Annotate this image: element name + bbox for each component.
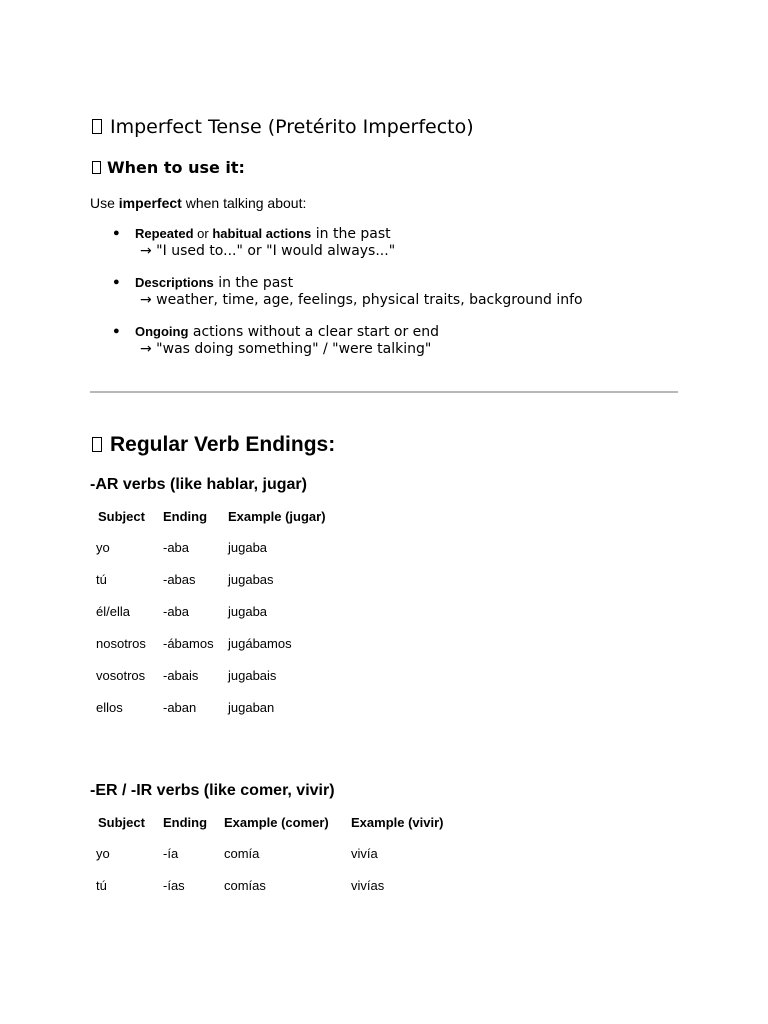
table-cell: jugaba (228, 540, 268, 555)
table-cell: -aban (163, 700, 197, 715)
table-row (90, 596, 340, 628)
bullet-icon: ● (113, 276, 120, 288)
column-header: Example (jugar) (228, 508, 326, 524)
table-cell: él/ella (96, 604, 130, 619)
table-cell: -abais (163, 668, 199, 683)
table-cell: -ábamos (163, 636, 214, 651)
table-header-row (90, 500, 340, 532)
table-cell: jugábamos (228, 636, 292, 651)
column-header: Ending (163, 814, 208, 830)
main-heading: Imperfect Tense (Pretérito Imperfecto) (92, 116, 474, 138)
list-item-title: Descriptions in the past (135, 275, 294, 291)
table-cell: jugabais (228, 668, 277, 683)
list-item (90, 324, 680, 373)
er-ir-verbs-table (90, 806, 460, 902)
bullet-icon: ● (113, 227, 120, 239)
table-cell: -aba (163, 540, 190, 555)
table-cell: vivía (351, 846, 378, 861)
list-item-detail: → "was doing something" / "were talking" (140, 341, 432, 357)
missing-glyph-icon (92, 119, 102, 134)
column-header: Subject (98, 814, 145, 830)
table-row (90, 870, 460, 902)
column-header: Example (vivir) (351, 814, 444, 830)
missing-glyph-icon (92, 437, 102, 452)
table-cell: -aba (163, 604, 190, 619)
column-header: Subject (98, 508, 145, 524)
bullet-icon: ● (113, 325, 120, 337)
intro-text: Use imperfect when talking about: (90, 195, 307, 211)
list-item-title: Ongoing actions without a clear start or end (135, 324, 440, 340)
column-header: Example (comer) (224, 814, 329, 830)
table-cell: comía (224, 846, 260, 861)
missing-glyph-icon (92, 161, 101, 174)
table-cell: tú (96, 572, 107, 587)
table-cell: -ía (163, 846, 179, 861)
table-header-row (90, 806, 460, 838)
column-header: Ending (163, 508, 208, 524)
table-cell: nosotros (96, 636, 146, 651)
table-cell: ellos (96, 700, 123, 715)
usage-list (90, 226, 680, 373)
endings-heading: Regular Verb Endings: (92, 433, 335, 457)
er-ir-verbs-heading: -ER / -IR verbs (like comer, vivir) (90, 782, 335, 799)
list-item-detail: → "I used to..." or "I would always..." (140, 243, 396, 259)
table-cell: jugaban (228, 700, 275, 715)
table-cell: yo (96, 540, 110, 555)
table-cell: vivías (351, 878, 385, 893)
table-row (90, 532, 340, 564)
list-item-detail: → weather, time, age, feelings, physical traits, background info (140, 292, 583, 308)
divider (90, 391, 678, 393)
list-item (90, 275, 680, 324)
ar-verbs-heading: -AR verbs (like hablar, jugar) (90, 476, 307, 493)
ar-verbs-table (90, 500, 340, 724)
list-item (90, 226, 680, 275)
table-row (90, 838, 460, 870)
list-item-title: Repeated or habitual actions in the past (135, 226, 391, 242)
table-cell: tú (96, 878, 107, 893)
table-cell: jugaba (228, 604, 268, 619)
table-cell: yo (96, 846, 110, 861)
table-cell: jugabas (228, 572, 274, 587)
table-cell: -ías (163, 878, 185, 893)
table-row (90, 564, 340, 596)
table-row (90, 660, 340, 692)
table-cell: vosotros (96, 668, 146, 683)
when-to-use-heading: When to use it: (92, 158, 245, 177)
table-cell: -abas (163, 572, 196, 587)
table-cell: comías (224, 878, 266, 893)
table-row (90, 692, 340, 724)
table-row (90, 628, 340, 660)
